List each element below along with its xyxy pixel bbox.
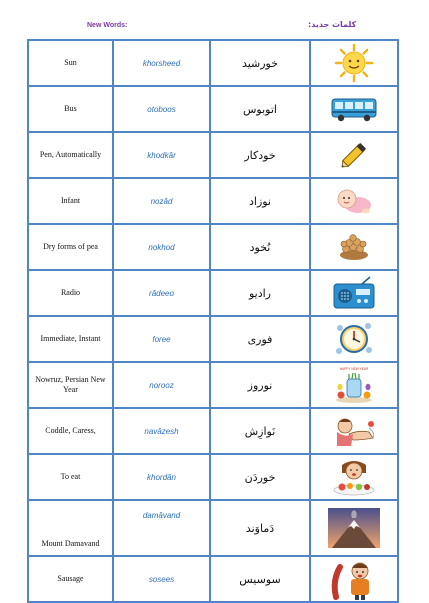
persian-word: دَماوَند [210, 500, 310, 556]
english-word: Pen, Automatically [28, 132, 113, 178]
persian-word: خودکار [210, 132, 310, 178]
table-row [28, 178, 398, 224]
persian-word: اتوبوس [210, 86, 310, 132]
english-word: Mount Damavand [28, 500, 113, 556]
english-word: Sausage [28, 556, 113, 602]
nowruz-caption: HAPPY NEW YEAR [339, 367, 369, 371]
transliteration: otoboos [113, 86, 210, 132]
table-row [28, 408, 398, 454]
transliteration: khordân [113, 454, 210, 500]
table-row [28, 500, 398, 556]
table-row [28, 362, 398, 408]
baby-icon [334, 185, 374, 217]
mountain-icon [328, 508, 380, 548]
transliteration: damâvand [113, 500, 210, 556]
transliteration: norooz [113, 362, 210, 408]
transliteration: râdeeo [113, 270, 210, 316]
pen-icon [336, 137, 372, 173]
table-row [28, 224, 398, 270]
table-row [28, 270, 398, 316]
header-english: New Words: [87, 22, 128, 29]
persian-word: خورشید [210, 40, 310, 86]
transliteration: sosees [113, 556, 210, 602]
table-row [28, 454, 398, 500]
transliteration: nozâd [113, 178, 210, 224]
eating-icon [330, 457, 378, 497]
english-word: To eat [28, 454, 113, 500]
english-word: Radio [28, 270, 113, 316]
persian-word: نَوازِش [210, 408, 310, 454]
english-word: Infant [28, 178, 113, 224]
english-word: Dry forms of pea [28, 224, 113, 270]
english-word: Nowruz, Persian New Year [28, 362, 113, 408]
table-row [28, 132, 398, 178]
table-row [28, 40, 398, 86]
persian-word: نوزاد [210, 178, 310, 224]
transliteration: navâzesh [113, 408, 210, 454]
chickpeas-icon [336, 231, 372, 263]
clock-icon [334, 320, 374, 358]
vocabulary-table [27, 39, 399, 603]
transliteration: khorsheed [113, 40, 210, 86]
transliteration: nokhod [113, 224, 210, 270]
persian-word: فوری [210, 316, 310, 362]
caress-icon [329, 412, 379, 450]
table-row [28, 86, 398, 132]
header-persian: کلمات جدید: [308, 20, 357, 29]
nowruz-icon [332, 365, 376, 405]
persian-word: نُخود [210, 224, 310, 270]
table-row [28, 556, 398, 602]
english-word: Sun [28, 40, 113, 86]
english-word: Coddle, Caress, [28, 408, 113, 454]
persian-word: سوسیس [210, 556, 310, 602]
transliteration: foree [113, 316, 210, 362]
english-word: Immediate, Instant [28, 316, 113, 362]
persian-word: خوردَن [210, 454, 310, 500]
persian-word: رادیو [210, 270, 310, 316]
bus-icon [330, 95, 378, 123]
transliteration: khodkâr [113, 132, 210, 178]
radio-icon [332, 276, 376, 310]
persian-word: نوروز [210, 362, 310, 408]
table-row [28, 316, 398, 362]
sausage-icon [330, 557, 378, 601]
sun-icon [334, 43, 374, 83]
english-word: Bus [28, 86, 113, 132]
